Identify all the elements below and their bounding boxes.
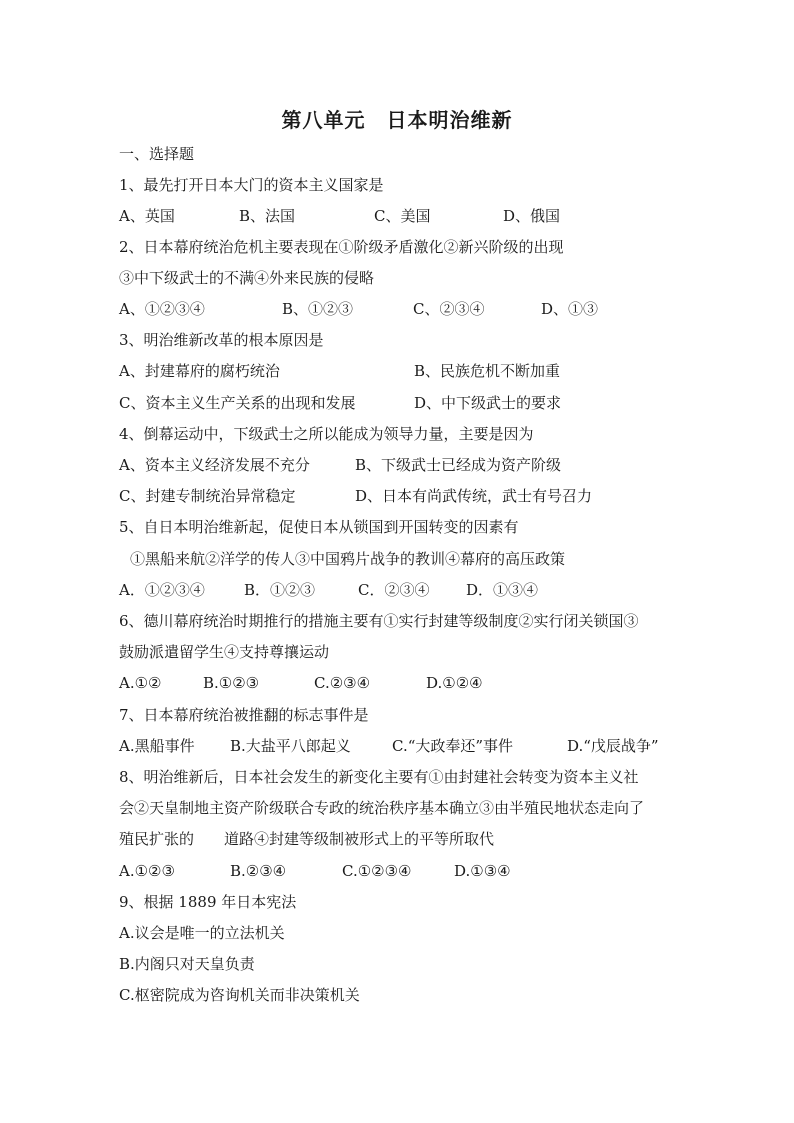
question-3-option-c: C、资本主义生产关系的出现和发展 (119, 394, 356, 412)
question-4-option-c: C、封建专制统治异常稳定 (119, 487, 296, 505)
question-5-option-c: C．②③④ (358, 581, 430, 599)
page-title: 第八单元 日本明治维新 (281, 108, 513, 132)
question-7-option-d: D.“戊辰战争” (567, 737, 659, 755)
question-5-option-d: D．①③④ (466, 581, 539, 599)
question-6-option-a: A.①② (119, 674, 162, 692)
question-5-stem-line-1: 5、自日本明治维新起，促使日本从锁国到开国转变的因素有 (119, 518, 519, 536)
section-heading: 一、选择题 (119, 145, 195, 163)
question-6-option-c: C.②③④ (314, 674, 371, 692)
question-9-option-b: B.内阁只对天皇负责 (119, 955, 255, 973)
question-4-stem: 4、倒幕运动中，下级武士之所以能成为领导力量，主要是因为 (119, 425, 534, 443)
question-2-stem-line-2: ③中下级武士的不满④外来民族的侵略 (119, 269, 375, 287)
question-3-option-a: A、封建幕府的腐朽统治 (119, 362, 280, 380)
question-2-option-c: C、②③④ (413, 300, 485, 318)
question-5-option-a: A．①②③④ (119, 581, 205, 599)
question-1-option-b: B、法国 (239, 207, 296, 225)
question-5-option-b: B．①②③ (244, 581, 316, 599)
question-9-stem: 9、根据 1889 年日本宪法 (119, 893, 297, 911)
question-8-option-b: B.②③④ (230, 862, 287, 880)
question-2-option-a: A、①②③④ (119, 300, 205, 318)
question-3-stem: 3、明治维新改革的根本原因是 (119, 331, 324, 349)
question-3-option-b: B、民族危机不断加重 (414, 362, 561, 380)
question-6-stem-line-2: 鼓励派遣留学生④支持尊攘运动 (119, 643, 330, 661)
question-7-stem: 7、日本幕府统治被推翻的标志事件是 (119, 706, 369, 724)
question-8-option-a: A.①②③ (119, 862, 175, 880)
question-6-stem-line-1: 6、德川幕府统治时期推行的措施主要有①实行封建等级制度②实行闭关锁国③ (119, 612, 639, 630)
question-8-stem-line-2: 会②天皇制地主资产阶级联合专政的统治秩序基本确立③由半殖民地状态走向了 (119, 799, 645, 817)
question-3-option-d: D、中下级武士的要求 (414, 394, 562, 412)
question-1-option-d: D、俄国 (503, 207, 561, 225)
question-7-option-a: A.黑船事件 (119, 737, 195, 755)
question-4-option-b: B、下级武士已经成为资产阶级 (355, 456, 562, 474)
question-4-option-d: D、日本有尚武传统，武士有号召力 (355, 487, 593, 505)
question-8-stem-line-1: 8、明治维新后，日本社会发生的新变化主要有①由封建社会转变为资本主义社 (119, 768, 639, 786)
question-6-option-d: D.①②④ (426, 674, 483, 692)
question-1-option-c: C、美国 (374, 207, 431, 225)
question-1-stem: 1、最先打开日本大门的资本主义国家是 (119, 176, 384, 194)
question-4-option-a: A、资本主义经济发展不充分 (119, 456, 310, 474)
question-8-option-c: C.①②③④ (342, 862, 412, 880)
question-2-stem-line-1: 2、日本幕府统治危机主要表现在①阶级矛盾激化②新兴阶级的出现 (119, 238, 564, 256)
question-1-option-a: A、英国 (119, 207, 175, 225)
question-2-option-b: B、①②③ (282, 300, 354, 318)
question-6-option-b: B.①②③ (203, 674, 260, 692)
question-5-stem-line-2: ①黑船来航②洋学的传人③中国鸦片战争的教训④幕府的高压政策 (130, 550, 566, 568)
question-8-option-d: D.①③④ (454, 862, 511, 880)
question-8-stem-line-3: 殖民扩张的 道路④封建等级制被形式上的平等所取代 (119, 830, 495, 848)
question-9-option-a: A.议会是唯一的立法机关 (119, 924, 285, 942)
question-7-option-c: C.“大政奉还”事件 (392, 737, 514, 755)
question-2-option-d: D、①③ (541, 300, 599, 318)
question-7-option-b: B.大盐平八郎起义 (230, 737, 351, 755)
question-9-option-c: C.枢密院成为咨询机关而非决策机关 (119, 986, 360, 1004)
